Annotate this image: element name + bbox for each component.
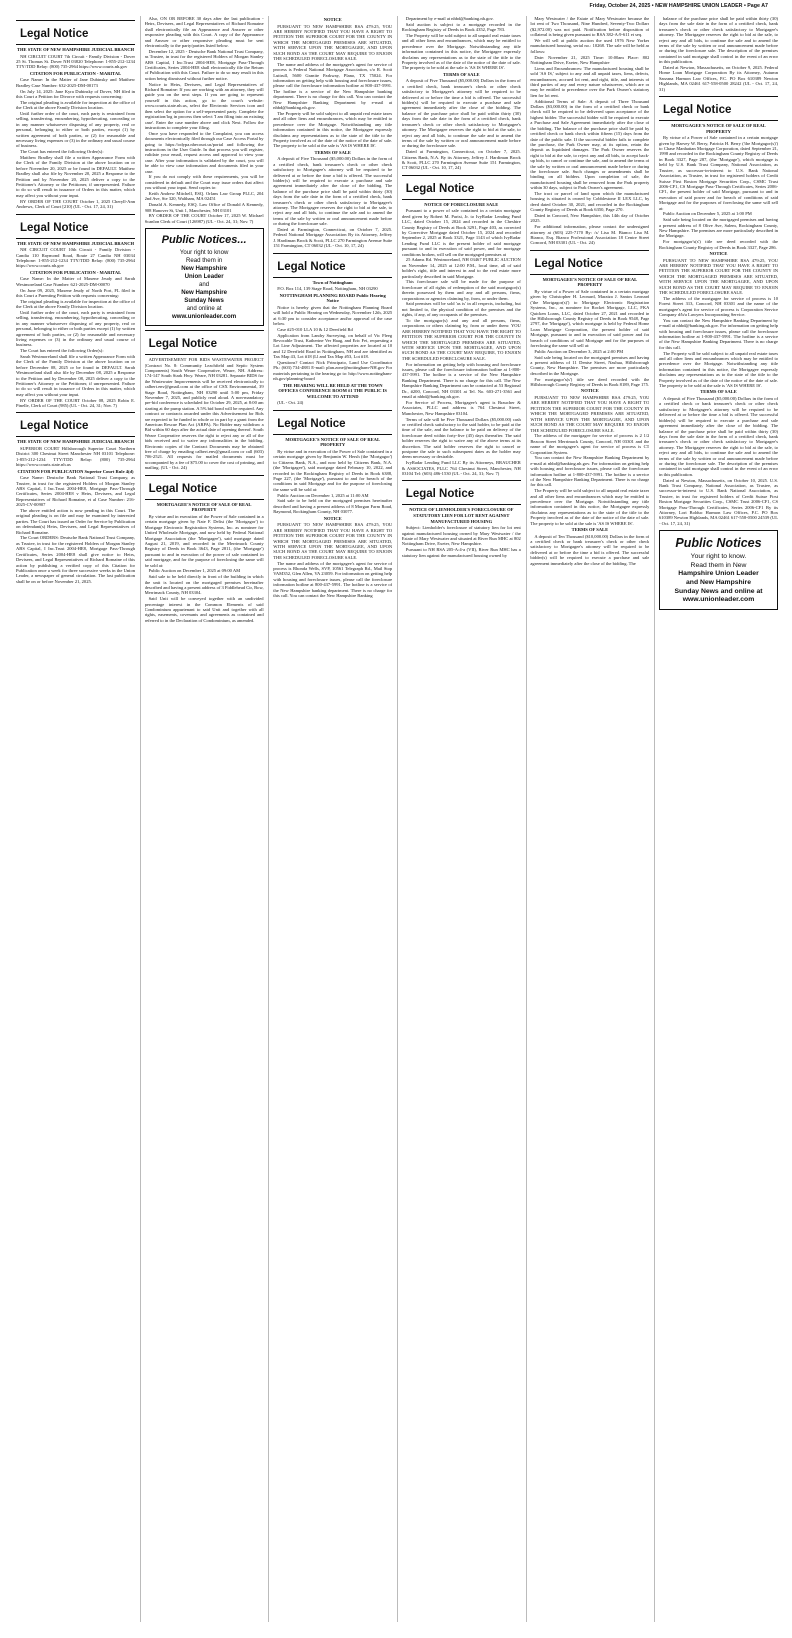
notice-paragraph: Notice to Heirs, Devisees, and Legal Representatives of Richard Romaine: If you are working with an attorney, they will guide you on the next steps. If you are going to represent yourself in this action, go to the court's website: www.courts.state.nh.us, select the Electronic Services icon and then select the option for a self-represented party. Complete the registration/log in process then select 'I am filing into an existing case'. Enter the case number above and click Next. Follow the instructions to complete your filing.: [144, 81, 264, 130]
legal-notice-heading: Legal Notice: [16, 214, 135, 239]
notice-paragraph: BY ORDER OF THE COURT October 08, 2025 Robin E. Pinelle, Clerk of Court (985) (UL - Oct. 24, 31; Nov. 7): [16, 397, 135, 408]
notice-paragraph: The name and address of the mortgagee's agent for service of process is Rhonda Wells, SVP, 10561 Telegraph Rd., Mail Stop VAM352, Glen Allen, VA 23059. For information on getting help with housing and foreclosure issues, please call the foreclosure information hotline at 800-437-5991. The hotline is a service of the New Hampshire banking department. There is no charge for this call. You can contact the New Hampshire Banking: [273, 560, 393, 598]
notice-paragraph: The original pleading is available for inspection at the office of the Clerk at the above Family Division location.: [16, 298, 135, 310]
notice-paragraph: Dated at Farmington, Connecticut, on October 7, 2025. Federal National Mortgage Association By its Attorney, Jeffrey J. Hardiman Brock & Scott, PLLC 270 Farmington Avenue Suite 151 Farmington, CT 06032 (UL - Oct. 10, 17, 24): [273, 226, 393, 249]
notice-title: THE STATE OF NEW HAMPSHIRE JUDICIAL BRANCH: [16, 439, 135, 445]
notice-paragraph: Application from Landry Surveying, on behalf of Vic Fleeg Revocable Trust, Katherine Ver Haag, and Eric Fei, requesting a Lot Line Adjustment. The affected properties are located at 10 and 12 Deerfield Road in Nottingham, NH and are identified as Tax Map 43, Lot #18 (Ll and Tax Map #53, Lot #18.: [273, 332, 393, 360]
notice-paragraph: NH CIRCUIT COURT 10th Circuit - Family Division - Candia 110 Raymond Road, Route 27 Candia NH 03034 Telephone: 1-855-212-1234 TTY/TDD Relay: (800) 735-2964 https://www.courts.nh.gov: [16, 247, 135, 269]
notice-title: Town of Nottingham: [312, 279, 353, 285]
notice-paragraph: A deposit of Five Thousand ($5,000.00) Dollars in the form of a certified check, bank treasurer's check or other check satisfactory to Mortgagee's attorney will be required to be delivered at or before the time a bid is offered. The successful bidder(s) will be required to execute a purchase and sale agreement immediately after the close of the bidding. The balance of the purchase price shall be paid within thirty (30) days from the sale date in the form of a certified check, bank treasurer's check or other check satisfactory to Mortgagee's attorney. The Mortgagee reserves the right to bid at the sale, to reject any and all bids, to continue the sale and to amend the terms of the sale by written or oral announcement made before or during the foreclosure sale.: [401, 78, 521, 149]
notice-paragraph: The Court has entered the following Order(s):: [20, 149, 104, 155]
notice-title: TERMS OF SALE: [571, 526, 609, 532]
notice-paragraph: Public Auction on December 3, 2025 at 2:00 PM: [534, 348, 624, 354]
notice-paragraph: By virtue and in execution of the Power of Sale contained in a certain mortgage given by Benjamin W. Hersh (the 'Mortgagor') to Citizens Bank, N.A., and now held by Citizens Bank, N.A. (the 'Mortgagee'), said mortgage dated February 10, 2022, and recorded in the Rockingham Registry of Deeds in Book 6388, Page 227, (the 'Mortgage'), pursuant to and for breach of the conditions in said Mortgage and for the purpose of foreclosing the same will be sold at:: [273, 449, 393, 492]
notice-paragraph: Donald A. Kennedy, ESQ. Law Office of Donald A Kennedy, 908 Hanover St, Unit 1, Manchester, NH 03101: [144, 202, 264, 213]
promo-line: Sunday News: [184, 297, 224, 305]
notice-paragraph: PURSUANT TO NEW HAMPSHIRE RSA 479:25, YOU ARE HEREBY NOTIFIED THAT YOU HAVE A RIGHT TO PETITION THE SUPERIOR COURT FOR THE COUNTY IN WHICH THE MORTGAGED PREMISES ARE SITUATED, WITH SERVICE UPON THE MORTGAGEE, AND UPON SUCH BOND AS THE COURT MAY REQUIRE TO ENJOIN THE SCHEDULED FORECLOSURE SALE.: [530, 395, 650, 433]
promo-title: Public Notices: [675, 536, 762, 551]
notice-paragraph: Keith Andrew Mitchell, ESQ. Orlans Law Group PLLC, 204 2nd Ave, Ste 320, Waltham, MA 02451: [144, 190, 264, 202]
notice-title: CITATION FOR PUBLICATION Superior Court Rule 4(d): [17, 468, 134, 474]
notice-paragraph: By virtue of a Power of Sale contained in a certain mortgage given by Christopher H. Leonard, Maraiza J. Santos Leonard ('the Mortgagor(s)') to Mortgage Electronic Registration Systems, Inc., as nominee for Rocket Mortgage, LLC, FKA Quicken Loans, LLC, dated October 27, 2021 and recorded in the Hillsborough County Registry of Deeds in Book 9548, Page 2797, the 'Mortgage'), which mortgage is held by Federal Home Loan Mortgage Corporation, the present holder of said Mortgage, pursuant to and in execution of said power and for breach of conditions of said Mortgage and for the purposes of foreclosing the same will sell at:: [530, 288, 650, 349]
promo-line: www.unionleader.com: [172, 313, 237, 321]
notice-paragraph: Pursuant to NH RSA 205-A:4-a (VII), River Run MHC has a statutory lien against the manufactured housing owned by: [401, 547, 521, 558]
notice-title: THE STATE OF NEW HAMPSHIRE JUDICIAL BRANCH: [16, 47, 135, 52]
notice-paragraph: Matthew Bradley shall file a written Appearance Form with the Clerk of the Family Division at the above location on or before November 20, 2025 or be found in DEFAULT. Matthew Bradley shall also file by November 20, 2025 a Response to the Petition and by November 20, 2025 deliver a copy to the Petitioner's Attorney or the Petitioner, if unrepresented. Failure to do so will result in issuance of Orders in this matter, which may affect you without your input.: [16, 155, 135, 198]
legal-notice-heading: Legal Notice: [145, 475, 264, 500]
notice-paragraph: The Property will be sold subject to all unpaid real estate taxes and all other liens and encumbrances, which may be entitled to precedence over the Mortgage. Notwithstanding any title information contained in this notice, the Mortgagee expressly disclaims any representations as to the state of the title to the Property involved as of the date of the notice of the date of sale. The property to be sold at the sale is 'AS IS WHERE IS'.: [401, 33, 521, 71]
notice-paragraph: Said sale to be held directly in front of the building in which the unit is located on the mortgaged premises hereinafter described and having a present address of 3 Fiddlehead Cir, Bow, Merrimack County, NH 03304.: [144, 574, 264, 596]
notice-paragraph: The address of the mortgagee for service of process is 2 1/2 Beacon Street Merrimack County, Concord, NH 03301 and the name of the mortgagee's agent for service of process is CT Corporation System.: [530, 433, 650, 455]
notice-paragraph: A deposit of Ten Thousand ($10,000.00) Dollars in the form of a certified check or bank treasurer's check or other check satisfactory to Mortgagee's attorney will be required to be delivered at or before the time a bid is offered. The successful bidder(s) will be required to execute a purchase and sale agreement immediately after the close of the bidding. The: [530, 533, 650, 566]
notice-paragraph: To the mortgagor(s) and any and all persons, firms, corporations or others claiming by, from or under them: YOU ARE HEREBY NOTIFIED THAT YOU HAVE THE RIGHT TO PETITION THE SUPERIOR COURT FOR THE COUNTY IN WHICH THE MORTGAGED PREMISES ARE SITUATED, WITH SERVICE UPON THE MORTGAGEE, AND UPON SUCH BOND AS THE COURT MAY REQUIRE, TO ENJOIN THE SCHEDULED FORECLOSURE SALE.: [401, 318, 521, 361]
promo-line: and online at: [186, 305, 222, 313]
column-6: [659, 16, 778, 1622]
notice-paragraph: PURSUANT TO NEW HAMPSHIRE RSA 479:25, YOU ARE HEREBY NOTIFIED THAT YOU HAVE A RIGHT TO PETITION THE SUPERIOR COURT FOR THE COUNTY IN WHICH THE MORTGAGED PREMISES ARE SITUATED, WITH SERVICE UPON THE MORTGAGEE, AND UPON SUCH BOND AS THE COURT MAY REQUIRE TO ENJOIN THE SCHEDULED FORECLOSURE SALE.: [273, 522, 393, 560]
notice-title: NOTICE: [709, 250, 728, 256]
notice-title: MORTGAGEE'S NOTICE OF SALE OF REAL PROPERTY: [285, 436, 380, 448]
notice-paragraph: For additional information, please contact the undersigned attorney at (603) 225-7170 By: /s/ Lisa M. Bianco Lisa M. Bianco, Esq. Bianco Professional Association 18 Centre Street Concord, NH 03301 (UL - Oct. 24): [530, 224, 650, 246]
notice-paragraph: For mortgagor's(s') title see deed recorded with the Hillsborough County Registry of Deeds in Book 8189, Page 175.: [530, 376, 650, 388]
notice-paragraph: Questions? Contact Nick Principato, Land Use Coordinator Ph.: (603) 734-4881 E-mail: plan.zone@nottingham-NH.gov For materials pertaining to the hearing go to: http://www.nottingham-nh.gov/planning-board: [273, 360, 393, 382]
notice-paragraph: Said sale being located on the mortgaged premises and having a present address of 11 Denise Street, Nashua, Hillsborough County, New Hampshire. The premises are more particularly described in the Mortgage.: [530, 354, 650, 376]
notice-paragraph: The Court has entered the following Order(s):: [20, 348, 104, 354]
notice-paragraph: P.O. Box 114, 139 Stage Road, Nottingham, NH 03290: [277, 286, 378, 292]
notice-paragraph: The Property will be sold subject to all unpaid real estate taxes and all other liens and encumbrances, which may be entitled to precedence over the Mortgage. Notwithstanding any title information contained in this notice, the Mortgagee expressly disclaims any representations as to the state of the title to the Property involved as of the date of the notice of the date of sale. The property to be sold at the sale is 'AS IS WHERE IS'.: [273, 110, 393, 149]
notice-paragraph: Public Auction on December 1, 2025 at 09:00 AM: [148, 568, 241, 574]
column-4: [402, 16, 521, 1622]
notice-title: MORTGAGEE'S NOTICE OF SALE OF REAL PROPERTY: [542, 276, 638, 288]
notice-title: THE HEARING WILL BE HELD AT THE TOWN OFFICES CONFERENCE ROOM #1 THE PUBLIC IS WELCOME TO ATTEND: [278, 382, 387, 399]
legal-notice-heading: Legal Notice: [16, 412, 135, 437]
column-rule: [654, 16, 655, 1622]
column-rule: [526, 16, 527, 1622]
notice-paragraph: NH CIRCUIT COURT 7th Circuit - Family Division - Dover 25 St. Thomas St. Dover NH 03820 Telephone: 1-855-212-1234 TTY/TDD Relay: (800) 735-2964 https://www.courts.nh.gov: [16, 53, 135, 70]
notice-paragraph: Dated at Newton, Massachusetts, on October 9, 2025. Federal Home Loan Mortgage Corporation By its Attorney, Autumn Sarzana Harmon Law Offices, P.C. PO Box 610389 Newton Highlands, MA 02461 617-558-0500 28242 (UL - Oct. 17, 24, 31): [659, 65, 778, 92]
public-notices-promo: [659, 530, 778, 610]
notice-paragraph: ADVERTISEMENT FOR BIDS WASTEWATER PROJECT (Contract No. 8: Community Leachfield and Septic System Components) South Weare Cooperative, Weare, NH. Address: 174-147 South Stark Hwy. Weare, NH 03281. Separate BIDS for the Wastewater Improvements will be received electronically to calbert.env@gmail.com at the office of CSX Environmental, 39 Stage Road, Nottingham, NH 03290 until 5:00 pm, Friday November 7, 2025, and publicly read aloud. A non-mandatory pre-bid conference is scheduled for October 29, 2025, at 8:00 am starting at the pump station. A 5% bid bond will be required. Any contract or contracts awarded under this Advertisement for Bids are expected to be funded in whole or in part by a grant from the American Rescue Plan Act (ARPA). No Bidder may withdraw a Bid within 60 days after the actual date of opening thereof. South Weare Cooperative reserves the right to reject any or all of the bids received and to waive any informalities in the bidding. Electronic copies of the Contract Documents may be obtained free of charge by emailing calbert.env@gmail.com or call (603) 706-2521. All requests for mailed documents must be accompanied by a fee of $75.00 to cover the cost of printing, and mailing. (UL - Oct. 24): [144, 357, 264, 471]
notice-paragraph: Date: November 21, 2025 Time: 10:00am Place: 802 Nottingham Drive, Exeter, New Hampshire: [530, 54, 650, 66]
notice-paragraph: Department by e-mail at nhbd@banking.nh.gov.: [405, 16, 494, 21]
notice-paragraph: For mortgagor's(s') title see deed recorded with the Rockingham County Registry of Deeds in Book 3327, Page 286.: [659, 239, 778, 250]
notice-paragraph: Case Name: In the Matter of Jane Dubinsky and Matthew Bradley Case Number: 632-2025-DM-00173: [16, 77, 135, 88]
notice-paragraph: Said sale being located on the mortgaged premises and having a present address of 8 Olive Ave, Salem, Rockingham County, New Hampshire. The premises are more particularly described in the Mortgage.: [659, 217, 778, 239]
notice-paragraph: PURSUANT TO NEW HAMPSHIRE RSA 479:25, YOU ARE HEREBY NOTIFIED THAT YOU HAVE A RIGHT TO PETITION THE SUPERIOR COURT FOR THE COUNTY IN WHICH THE MORTGAGED PREMISES ARE SITUATED, WITH SERVICE UPON THE MORTGAGEE, AND UPON SUCH BOND AS THE COURT MAY REQUIRE TO ENJOIN THE SCHEDULED FORECLOSURE SALE.: [273, 23, 393, 62]
notice-paragraph: Notice is hereby given that the Nottingham Planning Board will hold a Public Hearing on Wednesday, November 12th, 2025 at 6:30 pm to consider acceptance and/or approval of the case below.: [273, 304, 393, 327]
promo-line: New Hampshire: [181, 289, 227, 297]
public-notices-promo: [145, 228, 264, 326]
notice-paragraph: Pursuant to a power of sale contained in a certain mortgage deed given by Robert M. Parisi, Jr. to IvyRadar Lending Fund LLC, dated October 15, 2024 and recorded in the Cheshire County Registry of Deeds at Book 3291, Page 403, as corrected by Corrective Mortgage dated October 15, 2024 and recorded September 2, 2025 at Book 3321, Page 1143 of which IvyRadar Lending Fund LLC is the present holder of said mortgage pursuant to and in execution of said power, and for mortgage conditions broken, will sell on the mortgaged premises at: [401, 208, 521, 257]
column-2: [145, 16, 264, 1622]
column-5: [530, 16, 649, 1622]
notice-title: CITATION FOR PUBLICATION - MARITAL: [29, 269, 122, 275]
promo-line: and: [199, 281, 210, 289]
notice-title: NOTICE OF FORECLOSURE SALE: [424, 201, 499, 207]
promo-line: Union Leader: [184, 273, 224, 281]
promo-line: Your right to know: [179, 249, 229, 257]
legal-notice-heading: Legal Notice: [659, 96, 778, 121]
notice-paragraph: Dated at Newton, Massachusetts, on October 10, 2025. U.S. Bank Trust Company, National Association, as Trustee, as successor-in-interest to U.S. Bank National Association, as Trustee, in trust for registered holders of Credit Suisse First Boston Mortgage Securities Corp., CSMC Trust 2006-CF1, CS Mortgage Pass-Through Certificates, Series 2006-CF1 By its Attorney, Lori Bolduc Harmon Law Offices, P.C. PO Box 610389 Newton Highlands, MA 02461 617-558-0500 24539 (UL - Oct. 17, 24, 31): [659, 477, 778, 526]
notice-paragraph: The Court ORDERS: Deutsche Bank National Trust Company, as Trustee, in trust for the registered Holders of Morgan Stanley ABS Capital, I Inc.Trust 2004-HE8, Mortgage Pass-Through Certificates, Series 2004-HE8 shall give notice to Heirs, Devisees, and Legal Representatives of Richard Romaine of this action by publishing a verified copy of this Citation for Publication once a week for three successive weeks in the Union Leader, a newspaper of general circulation. The last publication shall be on or before November 21, 2025.: [16, 535, 135, 584]
notice-paragraph: IvyRadar Lending Fund LLC By its Attorneys, BRAUCHER & ASSOCIATES, PLLC 764 Chestnut Street, Manchester, NH 03104 Tel: (603) 486-1530 (UL - Oct. 24, 31; Nov. 7): [401, 460, 521, 476]
notice-paragraph: Additional Terms of Sale: A deposit of Three Thousand Dollars ($3,000.00) in the form of a certified check or bank check will be required to be delivered upon acceptance of the highest bidder. The successful bidder will be required to execute a Purchase and Sale Agreement immediately after the close of the bidding. The balance of the purchase price shall be paid by certified check or bank check within fifteen (15) days from the date of the public sale. If the successful bidder fails to complete the purchase, the Park Owner may, at its option, retain the deposit as liquidated damages. The Park Owner reserves the right to bid at the sale, to reject any and all bids, to accept back-up bids, to cancel or continue the sale, and to amend the terms of the sale by written or oral announcement made before or during the foreclosure sale. Such changes or amendments shall be binding on all bidders. Upon completion of sale, the manufactured housing shall be removed from the Park property within 30 days, subject to Park Owner's agreement.: [530, 98, 650, 191]
notice-title: MORTGAGEE'S NOTICE OF SALE OF REAL PROPERTY: [671, 123, 766, 134]
promo-line: Hampshire Union Leader: [678, 570, 759, 578]
promo-title: Public Notices...: [161, 234, 247, 247]
notice-paragraph: Public Auction on December 1, 2025 at 11:00 AM: [277, 492, 369, 498]
column-rule: [268, 16, 269, 1622]
legal-notice-heading: Legal Notice: [402, 175, 521, 200]
notice-title: TERMS OF SALE: [314, 149, 351, 155]
notice-paragraph: On July 14, 2025: Jane Kyra Dubinsky of Dover, NH filed in this Court a Petition for Divorce with requests concerning:: [16, 88, 135, 100]
notice-paragraph: (UL - Oct. 24): [277, 400, 304, 406]
notice-paragraph: Terms of sale will be Five Thousand Dollars ($5,000.00) cash or certified check satisfactory to the said holder, to be paid at the time of the sale, and the balance to be paid on delivery of the foreclosure deed within forty-five (45) days thereafter. The said holder reserves the right to waive any of the above terms at its discretion. The said holder reserves the right to cancel or postpone the sale to such subsequent dates as the holder may deem necessary or desirable.: [401, 416, 521, 460]
legal-notice-heading: Legal Notice: [402, 480, 521, 505]
notice-paragraph: Liens and Encumbrances: The manufactured housing shall be sold 'AS IS,' subject to any and all unpaid taxes, liens, defects, encumbrances, accrued lot rent, and right, title, and interests of third parties of any and every nature whatsoever, which are or may be entitled to precedence over the Park Owner's statutory lien for lot rent.: [530, 65, 650, 98]
column-rule: [140, 16, 141, 1622]
notice-title: NOTICE: [323, 515, 342, 521]
notice-paragraph: By virtue of a Power of Sale contained in a certain mortgage given by Harvey W. Berry, Patricia H. Berry ('the Mortgagor(s)') to Chase Manhattan Mortgage Corporation, dated September 21, 1998 and recorded in the Rockingham County Registry of Deeds in Book 3327, Page 287, (the 'Mortgage'), which mortgage is held by U.S. Bank Trust Company, National Association, as Trustee, as successor-in-interest to U.S. Bank National Association, as Trustee, in trust for registered holders of Credit Suisse First Boston Mortgage Securities Corp., CSMC Trust 2006-CF1, CS Mortgage Pass-Through Certificates, Series 2006-CF1, the present holder of said Mortgage, pursuant to and in execution of said power and for breach of conditions of said Mortgage and for the purposes of foreclosing the same will sell at:: [659, 135, 778, 211]
notice-paragraph: On June 09, 2025, Maxene Jeudy of North Port, FL filed in this Court a Parenting Petition with requests concerning:: [16, 287, 135, 298]
running-head: Friday, October 24, 2025 • NEW HAMPSHIRE UNION LEADER • Page A7: [589, 3, 768, 9]
notice-paragraph: By virtue and in execution of the Power of Sale contained in a certain mortgage given by Nate F. Delisi (the 'Mortgagor') to Mortgage Electronic Registration Systems, Inc. as nominee for United Wholesale Mortgage, and now held by Federal National Mortgage Association (the 'Mortgagee'), said mortgage dated August 21, 2019, and recorded in the Merrimack County Registry of Deeds in Book 3643, Page 2811, (the 'Mortgage') pursuant to and in execution of the power of sale contained in said mortgage, and for the purpose of foreclosing the same will be sold at:: [144, 513, 264, 568]
notice-paragraph: You can contact the New Hampshire Banking Department by e-mail at nhbd@banking.nh.gov. For information on getting help with housing and foreclosure issues, please call the foreclosure information hotline at 1-800-437-5991. The hotline is a service of the New Hampshire Banking Department. There is no charge for this call.: [659, 317, 778, 350]
notice-title: MORTGAGEE'S NOTICE OF SALE OF REAL PROPERTY: [156, 501, 252, 513]
notice-paragraph: The original pleading is available for inspection at the office of the Clerk at the above Family Division location.: [16, 99, 135, 111]
notice-paragraph: The Property will be sold subject to all unpaid real estate taxes and all other liens and encumbrances which may be entitled to precedence over the Mortgage. Notwithstanding any title information contained in this notice, the Mortgagee expressly disclaims any representations as to the state of the title to the Property involved as of the date of the notice of the date of sale. The property to be sold at the sale is 'AS IS WHERE IS'.: [659, 350, 778, 389]
notice-paragraph: This foreclosure sale will be made for the purpose of foreclosure of all rights of redemption of the said mortgagor(s) therein possessed by them and any and all persons, firms, corporations or agencies claiming by, from, or under them.: [401, 279, 521, 301]
notice-paragraph: 25 Adams Rd. Westmoreland, NH 03467 PUBLIC AUCTION on November 14, 2025 at 12:00 P.M., local time, all of said holder's right, title and interest in and to the real estate more particularly described in said Mortgage.: [401, 257, 521, 279]
notice-paragraph: Mary Westwater / the Estate of Mary Westwater because the lot rent of Two Thousand, Nine Hundred, Seventy-Two Dollars ($2,972.00) was not paid. Notification before disposition of collateral is being given pursuant to RSA 382-A:9-611 et seq.: [530, 16, 650, 38]
notice-paragraph: Once you have responded to the Complaint, you can access documents electronically filed through our Case Access Portal by going to https://odypa.nhecourt.us/portal and following the instructions in the User Guide. In that process you will register, validate your email, request access and approval to view your case. After your information is validated by the court, you will be able to view case information and documents filed in your case.: [144, 130, 264, 174]
notice-paragraph: Case #25-010 LLA 10 & 12 Deerfield Rd: [277, 326, 353, 332]
notice-paragraph: Said Unit will be conveyed together with an undivided percentage interest in the Common Elements of said Condominium appurtenant to said Unit and together with all rights, easements, covenants and agreements as contained and referred to in the Declaration of Condominium, as amended.: [144, 596, 264, 623]
legal-notice-columns: [16, 16, 778, 1622]
legal-notice-heading: Legal Notice: [273, 410, 392, 435]
notice-title: NOTTINGHAM PLANNING BOARD Public Hearing Notice: [279, 292, 386, 304]
notice-paragraph: Dated in Concord, New Hampshire, this 14th day of October 2025.: [530, 212, 650, 224]
notice-paragraph: December 12, 2025 - Deutsche Bank National Trust Company, as Trustee, in trust for the registered Holders of Morgan Stanley ABS Capital, I Inc.Trust 2004-HE8, Mortgage Pass-Through Certificates, Series 2004-HE8 shall electronically file the Return of Publication with this Court. Failure to do so may result in this action being dismissed without further notice.: [144, 48, 264, 81]
notice-title: NOTICE: [580, 388, 599, 394]
notice-paragraph: A deposit of Five Thousand ($5,000.00) Dollars in the form of a certified check or bank treasurer's check or other check satisfactory to Mortgagee's attorney will be required to be delivered at or before the time a bid is offered. The successful bidder(s) will be required to execute a purchase and sale agreement immediately after the close of the bidding. The balance of the purchase price shall be paid within thirty (30) days from the sale date in the form of a certified check, bank treasurer's check or other check satisfactory to Mortgagee's attorney. The Mortgagee reserves the right to bid at the sale, to reject any and all bids, to continue the sale and to amend the terms of the sale by written or oral announcement made before or during the foreclosure sale. The description of the premises contained in said mortgage shall control in the event of an error in this publication.: [659, 396, 778, 477]
promo-line: New Hampshire: [181, 265, 227, 273]
legal-notice-heading: Legal Notice: [16, 20, 135, 45]
promo-line: www.unionleader.com: [682, 596, 755, 604]
notice-paragraph: If you do not comply with these requirements, you will be considered in default and the Court may issue orders that affect you without your input. Send copies to:: [144, 174, 264, 191]
notice-paragraph: For information on getting help with housing and foreclosure issues, please call the foreclosure information hotline at 1-800-437-5991. The hotline is a service of the New Hampshire Banking Department. There is no charge for this call. The New Hampshire Banking Department can be contacted at 53 Regional Dr., #200, Concord, NH 03301 at Tel. No. 603-271-3561 and email at nhbd@banking.nh.gov.: [401, 361, 521, 400]
notice-paragraph: SUPERIOR COURT Hillsborough Superior Court Northern District 300 Chestnut Street Manchester NH 03101 Telephone: 1-855-212-1234 TTY/TDD Relay: (800) 735-2964 https://www.courts.state.nh.us: [16, 446, 135, 468]
notice-paragraph: Until further order of the court, each party is restrained from selling, transferring, encumbering, hypothecating, concealing or in any manner whatsoever disposing of any property, real or personal, belonging to either or both parties except (1) by written agreement of both parties, or (2) for reasonable and necessary living expenses or (3) in the ordinary and usual course of business.: [16, 309, 135, 348]
notice-paragraph: Said premises will be sold 'as is' in all respects, including, but not limited to, the physical condition of the premises and the rights, if any, of any occupants of the premises.: [401, 301, 521, 318]
notice-title: TERMS OF SALE: [443, 71, 480, 77]
notice-paragraph: Also, ON OR BEFORE 30 days after the last publication - Heirs, Devisees, and Legal Representatives of Richard Romaine shall electronically file an Appearance and Answer or other responsive pleading with this Court. A copy of the Appearance and Answer or other responsive pleading must be sent electronically to the party/parties listed below.: [144, 16, 264, 49]
notice-title: TERMS OF SALE: [700, 389, 737, 395]
notice-paragraph: Sarah Westmoreland shall file a written Appearance Form with the Clerk of the Family Division at the above location on or before December 08, 2025 or be found in DEFAULT. Sarah Westmoreland shall also file by December 08, 2025 a Response to the Petition and by December 08, 2025 deliver a copy to the Petitioner's Attorney or the Petitioner, if unrepresented. Failure to do so will result in issuance of Orders in this matter, which may affect you without your input.: [16, 353, 135, 397]
notice-paragraph: Case Name: Deutsche Bank National Trust Company, as Trustee, in trust for the registered Holders of Morgan Stanley ABS Capital, I Inc.Trust 2004-HE8, Mortgage Pass-Through Certificates, Series 2004-HE8 v Heirs, Devisees, and Legal Representatives of Richard Romaine, et al Case Number: 216-2025-CV-00907: [16, 475, 135, 508]
notice-paragraph: BY ORDER OF THE COURT October 1, 2025 Cheryll-Ann Andrews, Clerk of Court [210] (UL - Oct. 17, 24, 31): [16, 198, 135, 210]
notice-title: CITATION FOR PUBLICATION - MARITAL: [29, 70, 122, 76]
notice-paragraph: The tract or parcel of land upon which the manufactured housing is situated is owned by Cobblestone II LEX LLC, by deed dated October 30, 2021, and recorded in the Rockingham County Registry of Deeds at Book 6350, Page 270.: [530, 190, 650, 213]
notice-paragraph: Dated at Farmington, Connecticut, on October 7, 2025. Citizens Bank, N.A. By its Attorney, Jeffrey J. Hardiman Brock & Scott, PLLC 270 Farmington Avenue Suite 151 Farmington, CT 06032 (UL - Oct. 10, 17, 24): [401, 149, 521, 171]
notice-paragraph: The above entitled action is now pending in this Court. The original pleading is on file and may be examined by interested parties. The Court has issued an Order for Service by Publication on defendant(s) Heirs, Devisees, and Legal Representatives of Richard Romaine.: [16, 508, 135, 535]
notice-paragraph: We will sell at public auction the used 1976 New Yorker manufactured housing, serial no.: 10268. The sale will be held as follows:: [530, 38, 650, 54]
notice-paragraph: Case Name: In the Matter of Maxene Jeudy and Sarah Westmoreland Case Number: 621-2025-DM-00070: [16, 276, 135, 287]
column-rule: [397, 16, 398, 1622]
notice-paragraph: Until further order of the court, each party is restrained from selling, transferring, encumbering, hypothecating, concealing or in any manner whatsoever disposing of any property, real or personal, belonging to either or both parties, except (1) by written agreement of both parties, or (2) for reasonable and necessary living expenses or (3) in the ordinary and usual course of business.: [16, 111, 135, 149]
notice-paragraph: PURSUANT TO NEW HAMPSHIRE RSA 479:25, YOU ARE HEREBY NOTIFIED THAT YOU HAVE A RIGHT TO PETITION THE SUPERIOR COURT FOR THE COUNTY IN WHICH THE MORTGAGED PREMISES ARE SITUATED, WITH SERVICE UPON THE MORTGAGEE, AND UPON SUCH BOND AS THE COURT MAY REQUIRE TO ENJOIN THE SCHEDULED FORECLOSURE SALE.: [659, 257, 778, 295]
column-1: [16, 16, 135, 1622]
column-3: [273, 16, 392, 1622]
notice-paragraph: balance of the purchase price shall be paid within thirty (30) days from the sale date in the form of a certified check, bank treasurer's check or other check satisfactory to Mortgagee's attorney. The Mortgagee reserves the right to bid at the sale, to reject any and all bids, to continue the sale and to amend the terms of the sale by written or oral announcement made before or during the foreclosure sale. The description of the premises contained in said mortgage shall control in the event of an error in this publication.: [659, 16, 778, 65]
notice-paragraph: Public Auction on December 5, 2025 at 1:00 PM: [663, 211, 752, 217]
legal-notice-heading: Legal Notice: [530, 250, 649, 275]
legal-notice-heading: Legal Notice: [273, 253, 392, 278]
promo-line: Read them in New: [690, 561, 747, 569]
notice-title: NOTICE: [323, 17, 342, 22]
promo-line: Read them in: [185, 257, 223, 265]
notice-paragraph: Said sale to be held on the mortgaged premises hereinafter described and having a present address of 8 Morgan Farm Road, Raymond, Rockingham County, NH 03077.: [273, 498, 393, 515]
promo-line: Your right to know.: [690, 553, 747, 561]
notice-title: NOTICE OF LIENHOLDER'S FORECLOSURE OF STATUTORY LIEN FOR LOT RENT AGAINST MANUFACTURED HOUSING: [409, 507, 514, 524]
notice-paragraph: Said auction is subject to a mortgage recorded in the Rockingham Registry of Deeds in Book 4352, Page 783.: [401, 21, 521, 33]
notice-paragraph: Subject: Lienholder's foreclosure of statutory lien for lot rent against manufactured housing owned by Mary Westwater / the Estate of Mary Westwater and situated at River Run MHC at 802 Nottingham Drive, Exeter, New Hampshire.: [401, 525, 521, 547]
notice-paragraph: The Property will be sold subject to all unpaid real estate taxes and all other liens and encumbrances which may be entitled to precedence over the Mortgage. Notwithstanding any title information contained in this notice, the Mortgagee expressly disclaims any representations as to the state of the title to the Property involved as of the date of the notice of the date of sale. The property to be sold at the sale is 'AS IS WHERE IS'.: [530, 488, 650, 526]
notice-paragraph: You can contact the New Hampshire Banking Department by e-mail at nhbd@banking.nh.gov. For information on getting help with housing and foreclosure issues, please call the foreclosure information hotline at 1-800-437-5991. The hotline is a service of the New Hampshire Banking Department. There is no charge for this call.: [530, 455, 650, 488]
notice-paragraph: For Service of Process, Mortgagee's agent is Braucher & Associates, PLLC and address is 764 Chestnut Street, Manchester, New Hampshire 03104.: [401, 399, 521, 416]
notice-paragraph: BY ORDER OF THE COURT October 17, 2025 W. Michael Scanlon Clerk of Court (126987) (UL - Oct. 24, 31; Nov. 7): [144, 213, 264, 224]
promo-line: Sunday News and online at: [674, 587, 763, 595]
legal-notice-heading: Legal Notice: [145, 330, 264, 355]
notice-paragraph: The name and address of the mortgagee's agent for service of process is Federal National Mortgage Association, c/o R. Scott Luttrull, 5600 Granite Parkway, Plano, TX 75024. For information on getting help with housing and foreclosure issues, please call the foreclosure information hotline at 800-437-5991. The hotline is a service of the New Hampshire banking department. There is no charge for this call. You can contact the New Hampshire Banking Department by e-mail at nhbd@banking.nh.gov.: [273, 61, 393, 111]
notice-title: THE STATE OF NEW HAMPSHIRE JUDICIAL BRANCH: [16, 240, 135, 246]
notice-paragraph: The address of the mortgagee for service of process is 10 Forest Street 313, Concord, NH 03301 and the name of the mortgagee's agent for service of process is Corporation Service Company d/b/a Lawyers Incorporating Service.: [659, 295, 778, 318]
promo-line: and New Hampshire: [686, 579, 751, 586]
notice-paragraph: A deposit of Five Thousand ($5,000.00) Dollars in the form of a certified check, bank treasurer's check or other check satisfactory to Mortgagee's attorney will be required to be delivered at or before the time a bid is offered. The successful bidder(s) will be required to execute a purchase and sale agreement immediately after the close of the bidding. The balance of the purchase price shall be paid within thirty (30) days from the sale date in the form of a certified check, bank treasurer's check or other check satisfactory to Mortgagee's attorney. The Mortgagee reserves the right to bid at the sale, to reject any and all bids, to continue the sale and to amend the terms of the sale by written or oral announcement made before or during the foreclosure sale.: [273, 156, 393, 227]
